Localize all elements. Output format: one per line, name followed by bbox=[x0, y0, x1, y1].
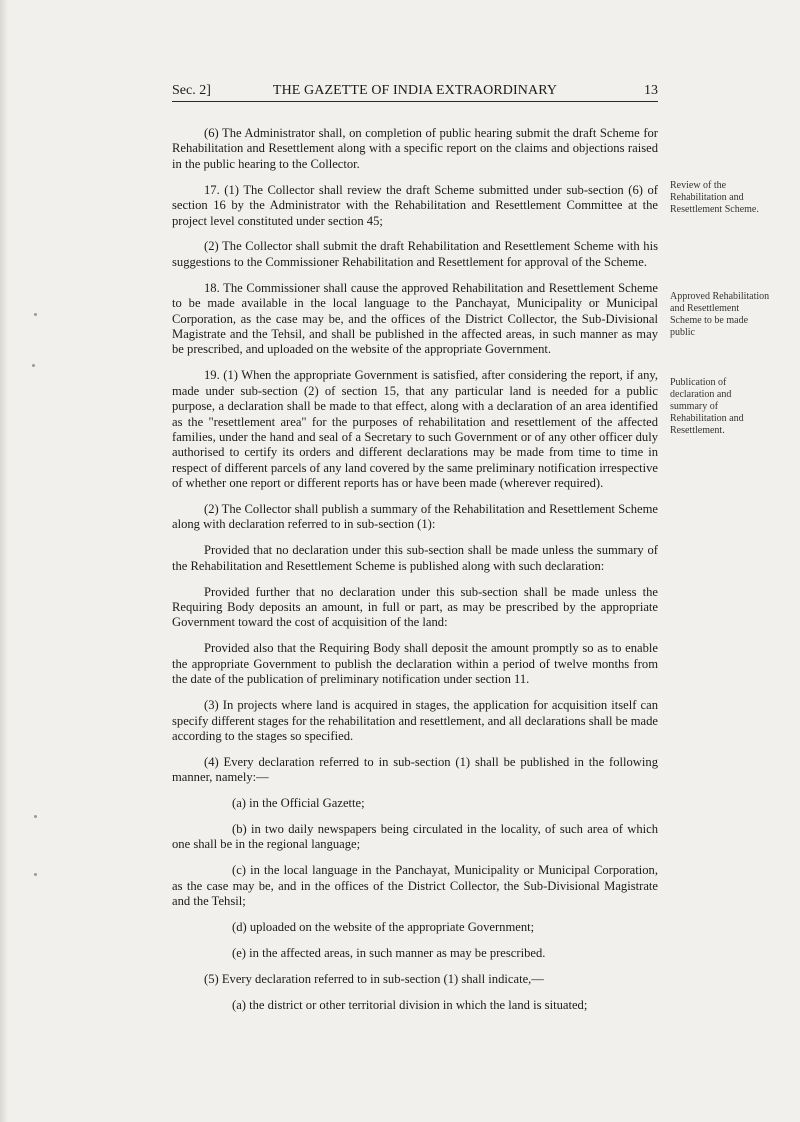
clause-4b: (b) in two daily newspapers being circulated in the locality, of such area of which one shall be in the regional language; bbox=[172, 822, 658, 852]
paragraph-16-6: (6) The Administrator shall, on completion of public hearing submit the draft Scheme for Rehabilitation and Resettlement along with a specific report on the claims and objections raised in the public hearing to the Collector. bbox=[172, 126, 658, 171]
paragraph-19-4: (4) Every declaration referred to in sub-section (1) shall be published in the following manner, namely:— bbox=[172, 754, 658, 785]
proviso-2: Provided further that no declaration under this sub-section shall be made unless the Requiring Body deposits an amount, in full or part, as may be prescribed by the appropriate Government toward the cost of acquisition of the land: bbox=[172, 584, 658, 630]
marginal-note-approved-scheme: Approved Rehabilitation and Resettlement Scheme to be made public bbox=[670, 291, 770, 338]
paragraph-18: 18. The Commissioner shall cause the approved Rehabilitation and Resettlement Scheme to be made available in the local language to the Panchayat, Municipality or Municipal Corporation, as the case may be, and the offices of the District Collector, the Sub-Divisional Magistrate and the Tehsil, and shall be published in the affected areas, in such manner as may be prescribed, and uploaded on the website of the appropriate Government. bbox=[172, 280, 658, 357]
paragraph-19-2: (2) The Collector shall publish a summary of the Rehabilitation and Resettlement Scheme along with declaration referred to in sub-section (1): bbox=[172, 502, 658, 532]
clause-4c: (c) in the local language in the Panchayat, Municipality or Municipal Corporation, as the case may be, and in the offices of the District Collector, the Sub-Divisional Magistrate and the Tehsil; bbox=[172, 863, 658, 909]
clause-4e: (e) in the affected areas, in such manner as may be prescribed. bbox=[232, 945, 546, 960]
marginal-note-review: Review of the Rehabilitation and Resettlement Scheme. bbox=[670, 180, 759, 215]
scan-speck bbox=[34, 873, 37, 876]
section-label: Sec. 2] bbox=[172, 83, 211, 98]
page-number: 13 bbox=[644, 83, 658, 98]
document-body bbox=[172, 126, 658, 1024]
page-header bbox=[172, 83, 658, 103]
proviso-1: Provided that no declaration under this sub-section shall be made unless the summary of the Rehabilitation and Resettlement Scheme is published along with such declaration: bbox=[172, 543, 658, 573]
scan-speck bbox=[34, 815, 37, 818]
header-rule bbox=[172, 101, 658, 102]
paragraph-17-1: 17. (1) The Collector shall review the draft Scheme submitted under sub-section (6) of section 16 by the Administrator with the Rehabilitation and Resettlement Committee at the project level constituted under section 45; bbox=[172, 182, 658, 228]
marginal-note-publication: Publication of declaration and summary of Rehabilitation and Resettlement. bbox=[670, 377, 744, 436]
clause-4d: (d) uploaded on the website of the appropriate Government; bbox=[232, 920, 535, 935]
paragraph-19-5: (5) Every declaration referred to in sub-section (1) shall indicate,— bbox=[204, 971, 544, 986]
clause-4a: (a) in the Official Gazette; bbox=[232, 796, 365, 811]
paragraph-19-1: 19. (1) When the appropriate Government is satisfied, after considering the report, if any, made under sub-section (2) of section 15, that any particular land is needed for a public purpose, a declaration shall be made to that effect, along with a declaration of an area identified as the "resettlement area" for the purposes of rehabilitation and resettlement of the affected families, under the hand and seal of a Secretary to such Government or of any other officer duly authorised to certify its orders and different declarations may be made from time to time in respect of different parcels of any land covered by the same preliminary notification irrespective of whether one report or different reports has or have been made (wherever required). bbox=[172, 368, 658, 491]
scan-speck bbox=[32, 364, 35, 367]
scan-speck bbox=[34, 313, 37, 316]
gazette-title: THE GAZETTE OF INDIA EXTRAORDINARY bbox=[272, 83, 558, 98]
proviso-3: Provided also that the Requiring Body shall deposit the amount promptly so as to enable the appropriate Government to publish the declaration within a period of twelve months from the date of the publication of preliminary notification under section 11. bbox=[172, 641, 658, 687]
clause-5a: (a) the district or other territorial division in which the land is situated; bbox=[232, 997, 588, 1012]
paragraph-19-3: (3) In projects where land is acquired in stages, the application for acquisition itself can specify different stages for the rehabilitation and resettlement, and all declarations shall be made according to the stages so specified. bbox=[172, 698, 658, 743]
paragraph-17-2: (2) The Collector shall submit the draft Rehabilitation and Resettlement Scheme with his suggestions to the Commissioner Rehabilitation and Resettlement for approval of the Scheme. bbox=[172, 239, 658, 269]
page-edge bbox=[0, 0, 8, 1122]
